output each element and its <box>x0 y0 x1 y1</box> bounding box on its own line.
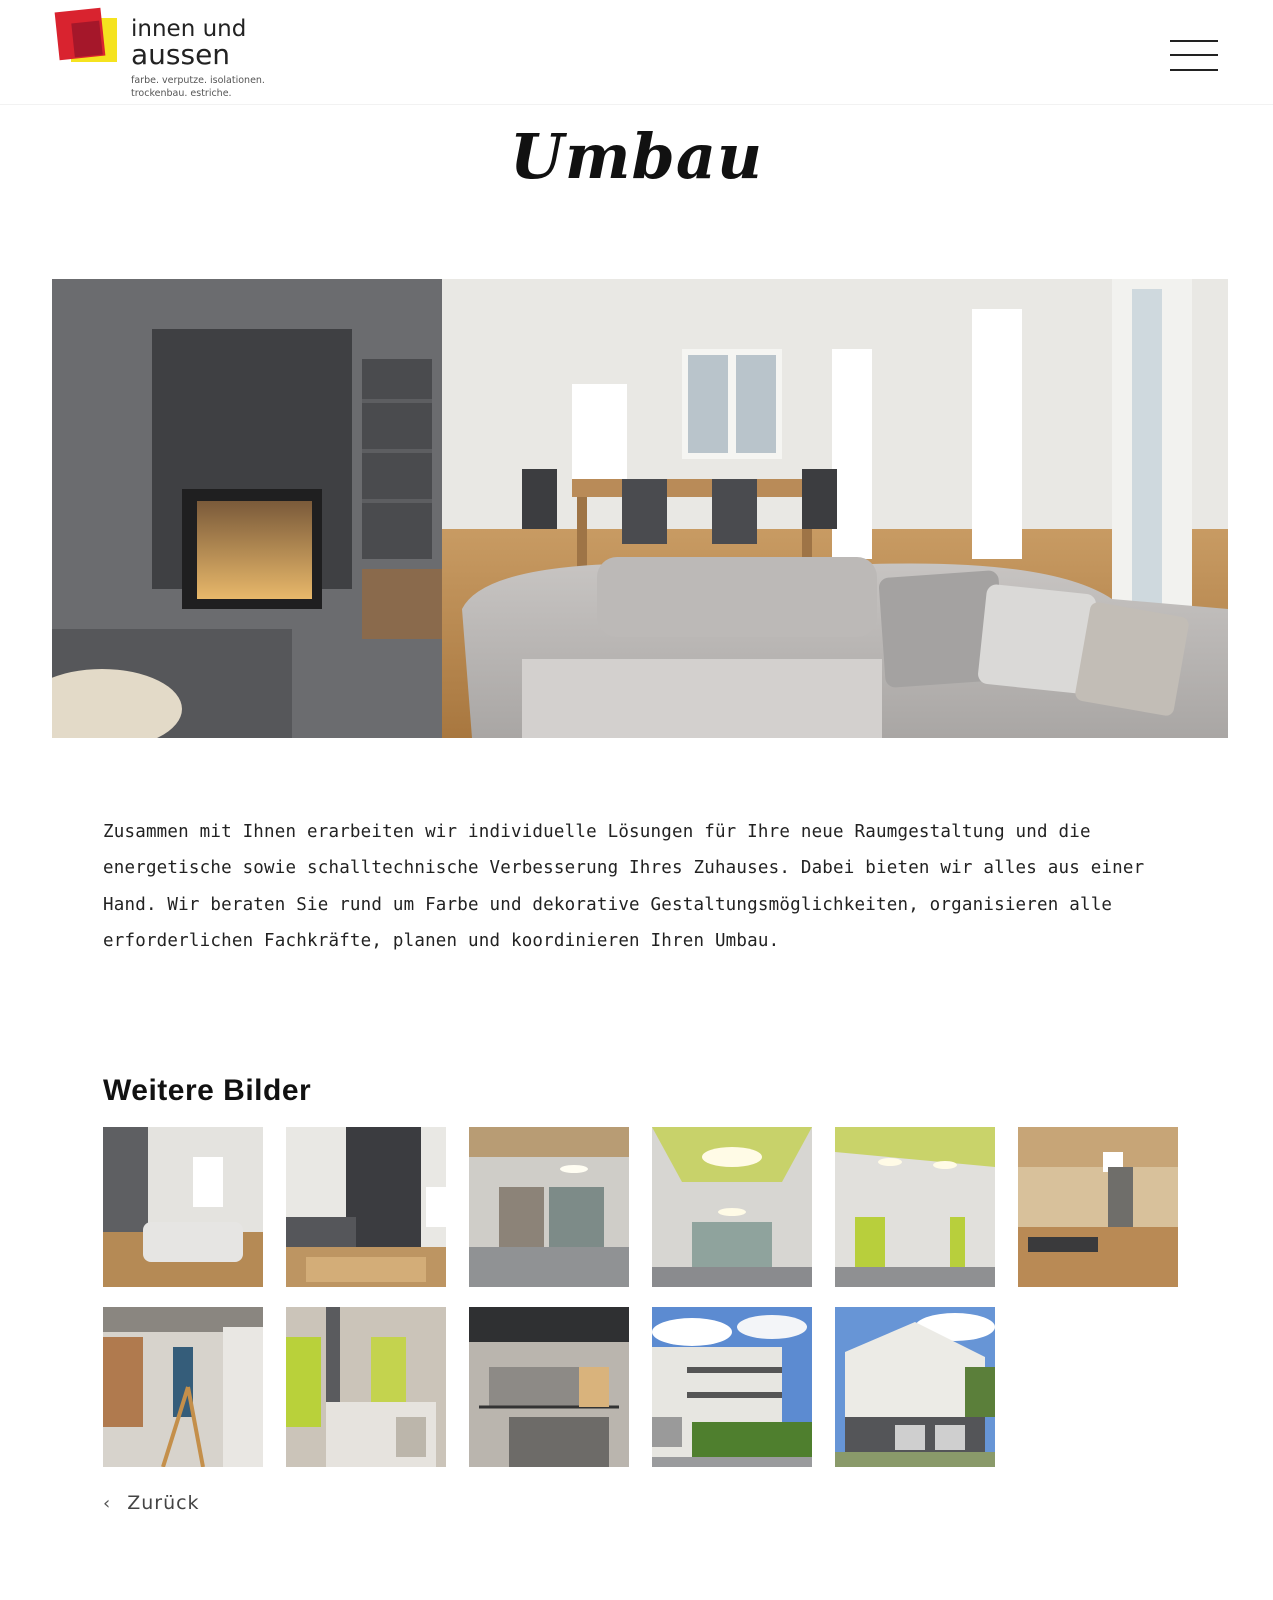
gallery-thumbnail[interactable] <box>652 1307 812 1467</box>
gallery-thumbnail[interactable] <box>835 1307 995 1467</box>
gallery-thumbnail[interactable] <box>469 1307 629 1467</box>
gallery-thumbnail[interactable] <box>286 1307 446 1467</box>
back-link[interactable] <box>103 1492 200 1514</box>
intro-text: Zusammen mit Ihnen erarbeiten wir individuelle Lösungen für Ihre neue Raumgestaltung und die energetische sowie schalltechnische Verbesserung Ihres Zuhauses. Dabei bieten wir alles aus einer Hand. Wir beraten Sie rund um Farbe und dekorative Gestaltungsmöglichkeiten, organisieren alle erforderlichen Fachkräfte, planen und koordinieren Ihren Umbau. <box>103 822 1145 951</box>
logo-wordmark <box>131 16 247 71</box>
gallery-thumbnail[interactable] <box>469 1127 629 1287</box>
logo-mark-icon <box>55 8 121 66</box>
logo-line-1: innen und <box>131 16 247 42</box>
logo-tagline: farbe. verputze. isolationen. trockenbau. estriche. <box>131 75 265 99</box>
gallery-thumbnail[interactable] <box>1018 1127 1178 1287</box>
logo[interactable] <box>55 8 285 100</box>
hero-image <box>52 279 1228 738</box>
gallery-thumbnail[interactable] <box>103 1127 263 1287</box>
gallery-thumbnail[interactable] <box>286 1127 446 1287</box>
chevron-left-icon: ‹ <box>103 1492 112 1514</box>
gallery-thumbnail[interactable] <box>835 1127 995 1287</box>
back-link-label: Zurück <box>127 1492 200 1514</box>
logo-line-2: aussen <box>131 38 231 71</box>
hamburger-menu-icon[interactable] <box>1170 36 1218 76</box>
gallery-thumbnail[interactable] <box>103 1307 263 1467</box>
gallery-title: Weitere Bilder <box>103 1074 312 1107</box>
gallery-thumbnail[interactable] <box>652 1127 812 1287</box>
site-header <box>0 0 1273 105</box>
page-title: Umbau <box>509 120 764 193</box>
